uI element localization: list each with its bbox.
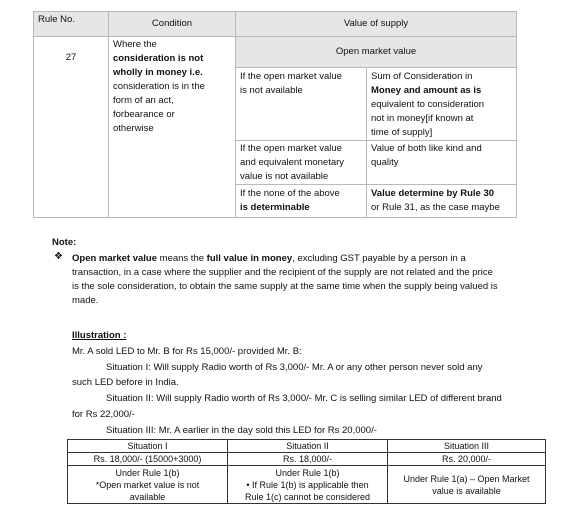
situation-2-line-a: Situation II: Will supply Radio worth of Rs 3,000/- Mr. C is selling similar LED of different brand [106,393,502,404]
situation-rule-line: Under Rule 1(a) – Open Market [403,473,530,484]
condition-line: consideration is in the [113,81,205,92]
situation-header: Situation I [68,440,228,453]
subrow-condition-line: If the open market value [240,71,342,82]
subrow-value-line: quality [371,157,399,168]
subrow-value-line: equivalent to consideration [371,99,485,110]
illustration-intro: Mr. A sold LED to Mr. B for Rs 15,000/- provided Mr. B: [72,346,302,357]
rule-table-header [34,12,517,37]
subrow-condition [236,141,367,185]
situation-3-line: Situation III: Mr. A earlier in the day sold this LED for Rs 20,000/- [106,425,377,436]
subrow-value [367,68,517,141]
situation-header: Situation II [228,440,388,453]
situation-rule-line: Rule 1(c) cannot be considered [244,491,371,502]
situation-rule-line: value is available [432,485,501,496]
header-value-of-supply: Value of supply [236,12,517,37]
subrow-value-line: not in money[if known at [371,113,474,124]
situation-rule-row [68,466,546,504]
condition-line: otherwise [113,123,154,134]
situation-2-line-b: for Rs 22,000/- [72,409,135,420]
note-line-1: Open market value means the full value in money, excluding GST payable by a person in a [72,253,466,264]
subrow-value-line: Money and amount as is [371,85,482,96]
situation-rule-line: Under Rule 1(b) [275,467,340,478]
situation-value: Rs. 20,000/- [388,453,546,466]
subrow-value-line: Sum of Consideration in [371,71,473,82]
note-line-3: is the sole consideration, to obtain the same supply at the same time when the supply being valued is [72,281,498,292]
subrow-value-line: time of supply] [371,127,433,138]
subrow-condition-line: If the none of the above [240,188,340,199]
rule-number [34,37,109,218]
subrow-condition-line: is not available [240,85,303,96]
note-title: Note: [52,237,77,248]
situation-rule [388,466,546,504]
subrow-condition-line: is determinable [240,202,310,213]
situation-rule [68,466,228,504]
situation-1-line-a: Situation I: Will supply Radio worth of Rs 3,000/- Mr. A or any other person never sold any [106,362,483,373]
subrow-condition [236,68,367,141]
situation-table [67,439,546,504]
situation-rule-line: • If Rule 1(b) is applicable then [246,479,369,490]
note-line-2: transaction, in a case where the supplier and the recipient of the supply are not related and the price [72,267,493,278]
rule-condition-cell [109,37,236,218]
diamond-bullet-icon: ❖ [54,251,63,262]
situation-value: Rs. 18,000/- [228,453,388,466]
situation-rule-line: Under Rule 1(b) [115,467,180,478]
condition-line: consideration is not [113,53,204,64]
subrow-value [367,141,517,185]
subrow-value-line: or Rule 31, as the case maybe [371,202,500,213]
subrow-condition-line: and equivalent monetary [240,157,345,168]
subrow-condition-line: value is not available [240,171,329,182]
note-line-4: made. [72,295,99,306]
subrow-value [367,185,517,218]
situation-header: Situation III [388,440,546,453]
situation-rule-line: available [129,491,166,502]
subrow-condition-line: If the open market value [240,143,342,154]
rule-table [33,11,517,218]
condition-line: wholly in money i.e. [113,67,203,78]
illustration-title: Illustration : [72,330,127,341]
subrow-value-line: Value determine by Rule 30 [371,188,495,199]
situation-header-row [68,440,546,453]
header-rule-no: Rule No. [34,12,109,37]
condition-line: forbearance or [113,109,175,120]
note-paragraph [72,252,544,308]
header-condition: Condition [109,12,236,37]
condition-line: form of an act, [113,95,174,106]
situation-1-line-b: such LED before in India. [72,377,179,388]
situation-rule-line: *Open market value is not [95,479,200,490]
condition-line: Where the [113,39,157,50]
rule-number-text: 27 [65,52,77,63]
open-market-value-heading: Open market value [236,37,517,68]
situation-value: Rs. 18,000/- (15000+3000) [68,453,228,466]
situation-value-row [68,453,546,466]
situation-rule [228,466,388,504]
rule-table-row-main [34,37,517,68]
subrow-condition [236,185,367,218]
subrow-value-line: Value of both like kind and [371,143,482,154]
